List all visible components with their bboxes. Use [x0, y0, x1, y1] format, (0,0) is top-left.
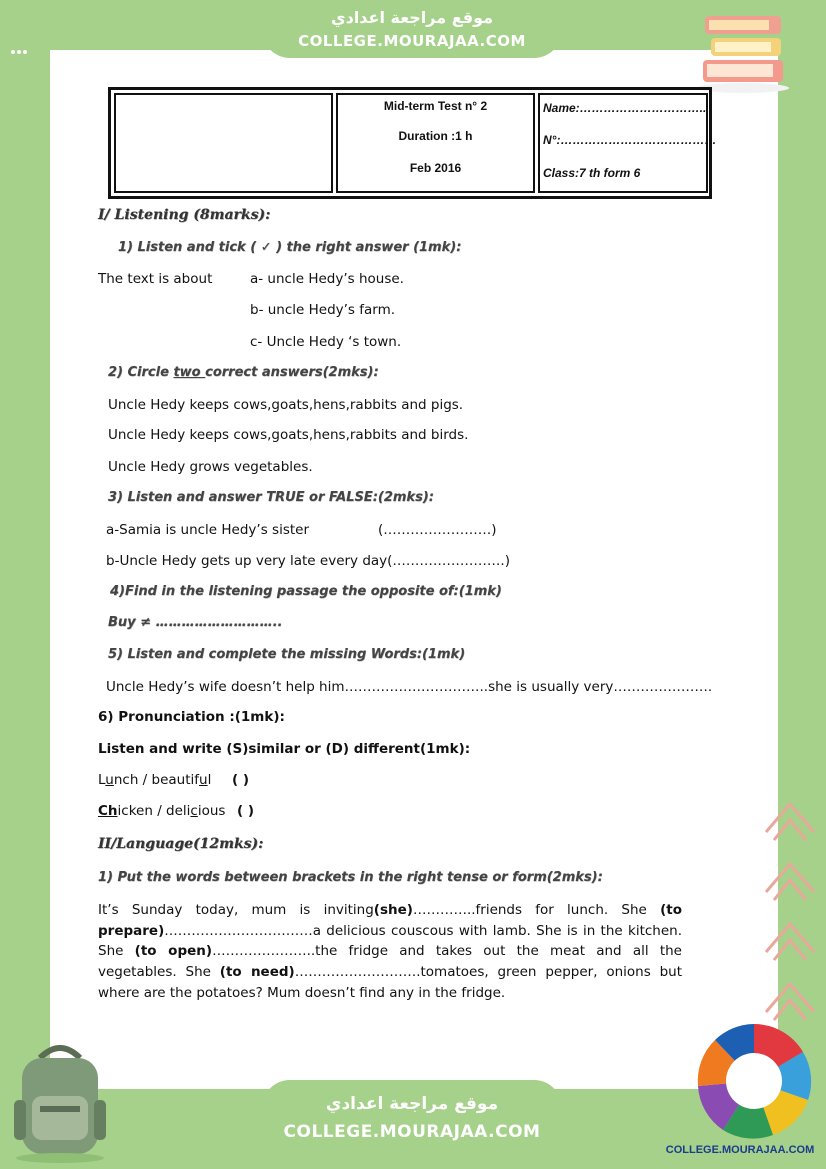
books-icon: [693, 8, 793, 94]
backpack-icon: [6, 1040, 114, 1164]
verb-to-need: (to need): [219, 964, 295, 981]
q6-w2-d: ious: [197, 803, 226, 819]
decorative-dots: [10, 40, 34, 52]
q2-title-underlined: two: [173, 365, 206, 380]
q6-w1-b: u: [105, 772, 114, 788]
q1-option-a[interactable]: a- uncle Hedy’s house.: [250, 271, 404, 287]
verb-she: (she): [373, 902, 413, 918]
site-url-bottom[interactable]: COLLEGE.MOURAJAA.COM: [283, 1122, 541, 1142]
language-title: II/Language(12mks):: [98, 836, 264, 852]
q2-statement-3[interactable]: Uncle Hedy grows vegetables.: [108, 459, 313, 475]
q6-w1-d: u: [199, 772, 208, 788]
q2-title: [108, 365, 379, 380]
para-text-4[interactable]: …………………..the fridge and takes out the meat and all the vegetables. She: [98, 943, 682, 981]
q2-title-post: correct answers(2mks):: [205, 365, 379, 380]
header-table: [108, 87, 717, 199]
test-info-cell: [336, 93, 535, 193]
q5-title: 5) Listen and complete the missing Words:(1mk): [108, 647, 466, 662]
q3-answer-a-blank[interactable]: (……………………): [378, 522, 497, 538]
para-text-3[interactable]: ……………………………a delicious couscous with lamb. She is in the kitchen. She: [98, 922, 682, 960]
q6-instruction: Listen and write (S)similar or (D) different(1mk):: [98, 741, 471, 757]
q3-title: 3) Listen and answer TRUE or FALSE:(2mks):: [108, 490, 434, 505]
student-info-cell: [538, 93, 717, 193]
chevron-up-icon: [762, 912, 818, 968]
school-wheel-icon: [695, 1022, 813, 1140]
q6-w2-a: Ch: [98, 803, 118, 819]
para-text-2[interactable]: …………..friends for lunch. She: [412, 902, 661, 918]
chevron-up-icon: [762, 852, 818, 908]
test-duration: Duration :1 h: [398, 129, 473, 143]
name-field[interactable]: Name:…………………………..: [543, 101, 707, 115]
test-title: Mid-term Test n° 2: [383, 99, 488, 113]
q3-statement-a: a-Samia is uncle Hedy’s sister: [106, 522, 310, 538]
q1-option-c[interactable]: c- Uncle Hedy ‘s town.: [250, 334, 402, 350]
q6-word-pair-1: [98, 772, 211, 788]
q2-statement-2[interactable]: Uncle Hedy keeps cows,goats,hens,rabbits and birds.: [108, 427, 469, 443]
chevron-up-icon: [762, 792, 818, 848]
q6-w1-a: L: [98, 772, 106, 788]
q6-w1-e: l: [207, 772, 212, 788]
para-text-1: It’s Sunday today, mum is inviting: [98, 902, 374, 918]
test-date: Feb 2016: [409, 161, 462, 175]
number-field[interactable]: N°:…………………………………: [543, 133, 717, 147]
q6-word-pair-2: [98, 803, 225, 819]
chevron-up-icon: [762, 972, 818, 1028]
q4-line[interactable]: Buy ≠ ………………………..: [108, 615, 283, 630]
site-arabic-name: موقع مراجعة اعدادي: [330, 8, 494, 27]
q4-title: 4)Find in the listening passage the opposite of:(1mk): [110, 584, 502, 599]
site-banner-top: [262, 0, 562, 58]
para-text-5[interactable]: ……………………….tomatoes, green pepper, onions but where are the potatoes? Mum doesn’t find any in the fridge.: [98, 964, 682, 1001]
site-banner-bottom: [262, 1080, 562, 1169]
brand-badge[interactable]: COLLEGE.MOURAJAA.COM: [665, 1144, 815, 1156]
frame-left: [0, 0, 50, 1169]
q5-line[interactable]: Uncle Hedy’s wife doesn’t help him…………………………..she is usually very………………….: [106, 679, 713, 695]
q1-option-b[interactable]: b- uncle Hedy’s farm.: [250, 302, 396, 318]
q6-answer-2-blank[interactable]: ( ): [237, 803, 255, 819]
listening-title: I/ Listening (8marks):: [98, 207, 271, 223]
q1-stem: The text is about: [98, 271, 213, 287]
q1-title: 1) Listen and tick ( ✓ ) the right answer (1mk):: [118, 240, 462, 255]
site-arabic-name-bottom: موقع مراجعة اعدادي: [325, 1094, 499, 1114]
class-label: Class:7 th form 6: [543, 166, 641, 180]
verb-to-open: (to open): [134, 943, 213, 960]
q2-statement-1[interactable]: Uncle Hedy keeps cows,goats,hens,rabbits and pigs.: [108, 397, 464, 413]
verb-to-prepare: (to prepare): [98, 902, 682, 939]
site-url-top[interactable]: COLLEGE.MOURAJAA.COM: [298, 32, 526, 50]
q6-w2-c: c: [190, 803, 198, 819]
q6-title: 6) Pronunciation :(1mk):: [98, 709, 285, 725]
lang-q1-title: 1) Put the words between brackets in the right tense or form(2mks):: [98, 870, 603, 885]
q3-statement-b[interactable]: b-Uncle Hedy gets up very late every day(…………………….): [106, 553, 510, 569]
q6-w2-b: icken / deli: [117, 803, 191, 819]
logo-cell: [114, 93, 333, 193]
q2-title-pre: 2) Circle: [108, 365, 174, 380]
q6-answer-1-blank[interactable]: ( ): [232, 772, 250, 788]
q6-w1-c: nch / beautif: [113, 772, 200, 788]
lang-q1-paragraph: [98, 900, 682, 1004]
